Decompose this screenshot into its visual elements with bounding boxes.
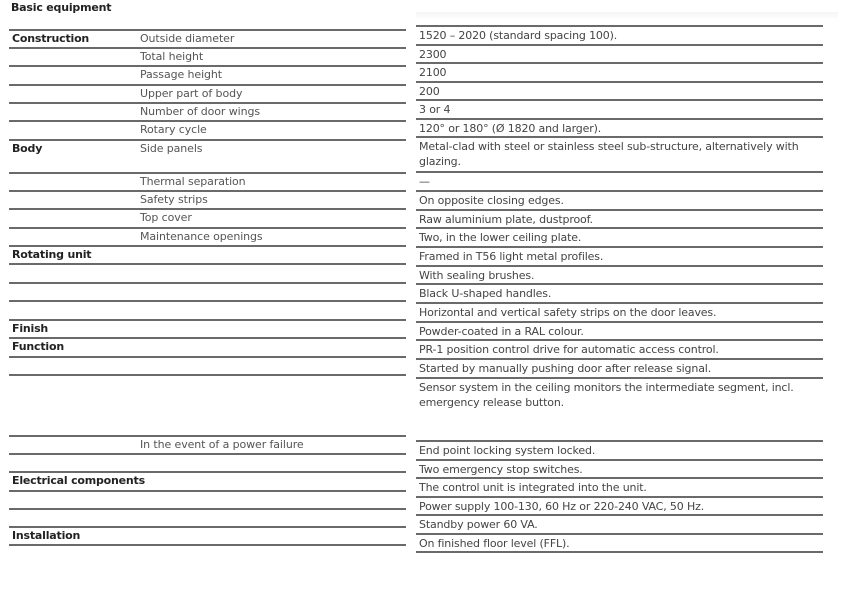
property-label: Top cover <box>140 211 192 224</box>
spec-value-row <box>416 533 823 553</box>
spec-label-row <box>9 102 406 120</box>
property-value: Sensor system in the ceiling monitors the intermediate segment, incl. emergency release button. <box>419 381 794 409</box>
category-label: Rotating unit <box>12 248 92 261</box>
spec-label-row <box>9 435 406 453</box>
spec-value-row <box>416 283 823 302</box>
property-value: Black U-shaped handles. <box>419 287 552 300</box>
property-value: Started by manually pushing door after release signal. <box>419 362 712 375</box>
spec-value-row <box>416 44 823 62</box>
spec-value-row <box>416 477 823 496</box>
spec-label-row <box>9 471 406 490</box>
property-label: In the event of a power failure <box>140 438 304 451</box>
spec-label-row <box>9 300 406 319</box>
property-value: PR-1 position control drive for automatic access control. <box>419 343 719 356</box>
property-value: 120° or 180° (Ø 1820 and larger). <box>419 122 602 135</box>
property-value: 200 <box>419 85 440 98</box>
spec-value-row <box>416 246 823 265</box>
spec-label-row <box>9 319 406 337</box>
spec-label-row <box>9 337 406 356</box>
property-label: Number of door wings <box>140 105 260 118</box>
property-label: Passage height <box>140 68 222 81</box>
spec-value-row <box>416 358 823 377</box>
spec-value-row <box>416 190 823 209</box>
spec-value-row <box>416 81 823 99</box>
spec-value-row <box>416 377 823 440</box>
spec-value-row <box>416 227 823 246</box>
property-label: Total height <box>140 50 204 63</box>
property-label: Thermal separation <box>140 175 246 188</box>
spec-value-row <box>416 459 823 477</box>
category-label: Finish <box>12 322 49 335</box>
spec-value-row <box>416 265 823 283</box>
property-value: Horizontal and vertical safety strips on the door leaves. <box>419 306 717 319</box>
spec-label-row <box>9 208 406 227</box>
property-value: 1520 – 2020 (standard spacing 100). <box>419 29 618 42</box>
category-label: Body <box>12 142 43 155</box>
property-value: Two, in the lower ceiling plate. <box>419 231 582 244</box>
header-band <box>416 12 838 18</box>
spec-value-row <box>416 496 823 514</box>
spec-value-row <box>416 440 823 459</box>
property-label: Rotary cycle <box>140 123 207 136</box>
spec-label-row <box>9 84 406 102</box>
category-label: Construction <box>12 32 90 45</box>
spec-value-row <box>416 118 823 136</box>
property-value: Standby power 60 VA. <box>419 518 538 531</box>
property-label: Maintenance openings <box>140 230 263 243</box>
property-value: 2300 <box>419 48 447 61</box>
property-value: Powder-coated in a RAL colour. <box>419 325 584 338</box>
property-value: On finished floor level (FFL). <box>419 537 570 550</box>
property-value: 3 or 4 <box>419 103 451 116</box>
property-value: The control unit is integrated into the unit. <box>419 481 647 494</box>
spec-value-row <box>416 209 823 227</box>
property-label: Outside diameter <box>140 32 235 45</box>
spec-label-row <box>9 453 406 471</box>
property-value: Metal-clad with steel or stainless steel sub-structure, alternatively with glazing. <box>419 140 799 168</box>
spec-label-row <box>9 282 406 300</box>
property-value: Two emergency stop switches. <box>419 463 583 476</box>
spec-label-row <box>9 190 406 208</box>
property-value: End point locking system locked. <box>419 444 596 457</box>
spec-label-row <box>9 508 406 526</box>
spec-label-row <box>9 490 406 508</box>
property-value: Power supply 100-130, 60 Hz or 220-240 VAC, 50 Hz. <box>419 500 705 513</box>
property-value: Raw aluminium plate, dustproof. <box>419 213 593 226</box>
spec-label-row <box>9 356 406 374</box>
spec-value-row <box>416 62 823 81</box>
spec-label-row <box>9 245 406 263</box>
property-value: With sealing brushes. <box>419 269 535 282</box>
spec-value-row <box>416 514 823 533</box>
spec-label-row <box>9 47 406 65</box>
spec-value-row <box>416 171 823 190</box>
category-label: Electrical components <box>12 474 145 487</box>
spec-value-row <box>416 302 823 321</box>
spec-label-row <box>9 29 406 47</box>
category-label: Installation <box>12 529 81 542</box>
spec-label-row <box>9 65 406 84</box>
spec-label-row <box>9 374 406 435</box>
property-label: Side panels <box>140 142 203 155</box>
property-value: — <box>419 175 430 188</box>
property-value: Framed in T56 light metal profiles. <box>419 250 604 263</box>
spec-label-row <box>9 227 406 245</box>
spec-label-row <box>9 172 406 190</box>
spec-label-row <box>9 526 406 546</box>
category-label: Function <box>12 340 64 353</box>
spec-value-row <box>416 321 823 339</box>
spec-value-row <box>416 25 823 44</box>
property-label: Safety strips <box>140 193 208 206</box>
spec-value-row <box>416 99 823 118</box>
property-label: Upper part of body <box>140 87 243 100</box>
section-title: Basic equipment <box>11 1 112 14</box>
spec-value-row <box>416 339 823 358</box>
property-value: On opposite closing edges. <box>419 194 564 207</box>
spec-label-row <box>9 263 406 282</box>
spec-label-row <box>9 120 406 139</box>
property-value: 2100 <box>419 66 447 79</box>
spec-label-row <box>9 139 406 172</box>
spec-value-row <box>416 136 823 171</box>
